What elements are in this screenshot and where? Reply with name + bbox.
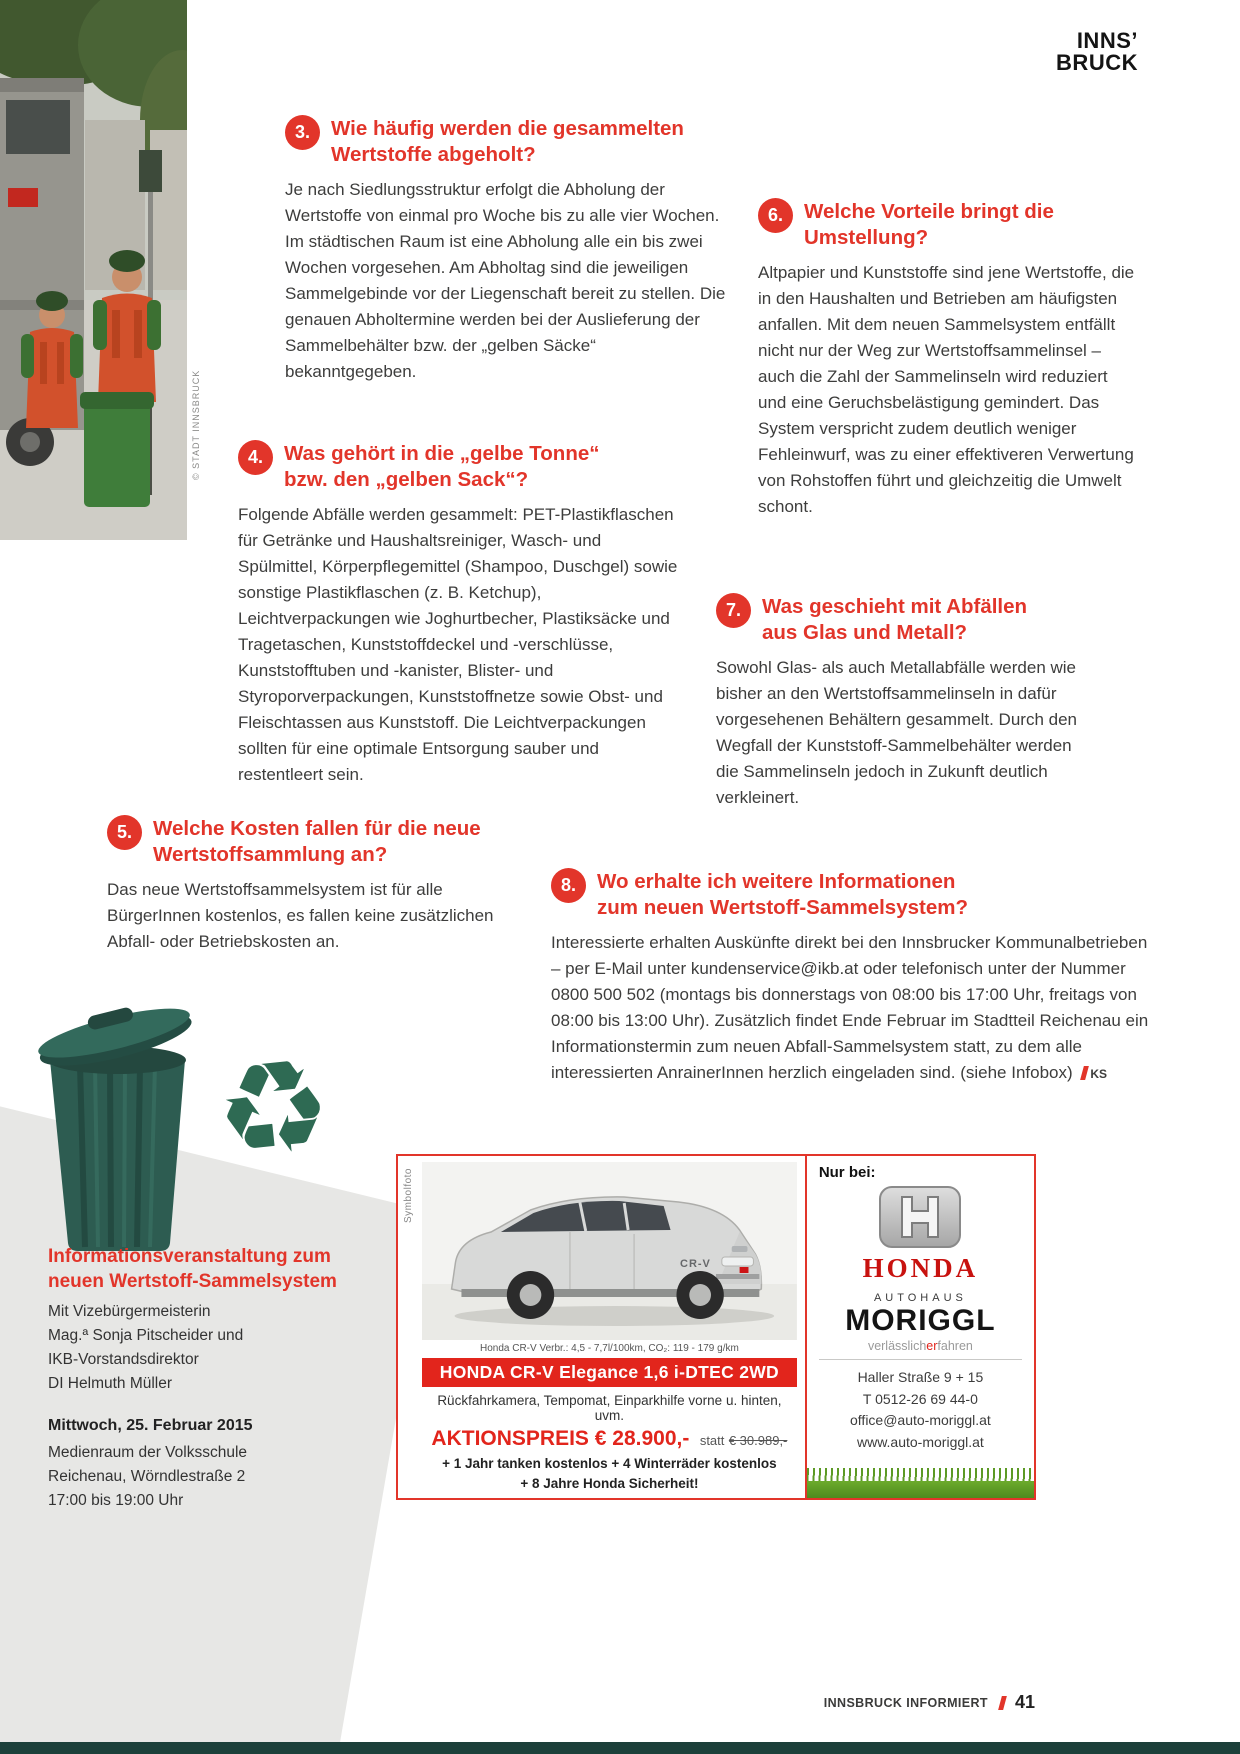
- crv-model-badge: CR-V: [680, 1258, 711, 1270]
- question-title: Welche Vorteile bringt die Umstellung?: [804, 200, 1054, 249]
- question-header: [285, 115, 727, 168]
- trash-can-icon: [20, 985, 215, 1260]
- question-header: [551, 868, 1151, 921]
- question-number: 4.: [247, 447, 263, 467]
- action-price: AKTIONSPREIS € 28.900,-: [431, 1427, 690, 1450]
- bonus-line-1: + 1 Jahr tanken kostenlos + 4 Winterräder kostenlos: [442, 1456, 777, 1471]
- question-answer: Das neue Wertstoffsammelsystem ist für alle BürgerInnen kostenlos, es fallen keine zusätzlichen Abfall- oder Betriebskosten an.: [107, 879, 494, 951]
- question-answer: Je nach Siedlungsstruktur erfolgt die Abholung der Wertstoffe von einmal pro Woche bis zu alle vier Wochen. Im städtischen Raum ist eine Abholung alle ein bis zwei Wochen vorgesehen. Am Abholtag sind die jeweiligen Sammelgebinde vor der Liegenschaft bereit zu stellen. Die genauen Abholtermine werden bei der Auslieferung der Sammelbehälter bzw. der „gelben Säcke“ bekanntgegeben.: [285, 179, 726, 381]
- infobox-location: Medienraum der Volksschule: [48, 1444, 248, 1462]
- magazine-logo: [1056, 30, 1138, 74]
- price-statt-label: statt: [699, 1433, 725, 1448]
- ad-car-section: [398, 1156, 805, 1498]
- dealer-slogan: verlässlicherfahren: [819, 1339, 1022, 1360]
- dealer-name: MORIGGL: [845, 1304, 996, 1337]
- dealer-email: office@auto-moriggl.at: [850, 1412, 991, 1429]
- magazine-logo-line1: INNS’: [1076, 28, 1138, 53]
- author-initials: KS: [1090, 1066, 1108, 1081]
- nur-bei-label: Nur bei:: [818, 1164, 876, 1181]
- question-header: [107, 815, 507, 868]
- question-title: Was gehört in die „gelbe Tonne“ bzw. den „gelben Sack“?: [284, 442, 600, 491]
- honda-h-logo-icon: [878, 1185, 962, 1249]
- question-title: Welche Kosten fallen für die neue Wertstoffsammlung an?: [153, 817, 481, 866]
- question-number: 6.: [767, 205, 783, 225]
- dealer-website: www.auto-moriggl.at: [856, 1434, 984, 1451]
- faq-question-8: [551, 868, 1151, 1086]
- honda-wordmark: HONDA: [862, 1253, 979, 1283]
- footer-magazine-name: INNSBRUCK INFORMIERT: [823, 1695, 988, 1710]
- faq-question-4: [238, 440, 680, 788]
- infobox: [48, 1245, 378, 1513]
- red-slash-icon: [998, 1696, 1007, 1710]
- page-footer: [824, 1692, 1035, 1713]
- infobox-title: Informationsveranstaltung zum neuen Wertstoff-Sammelsystem: [48, 1246, 337, 1292]
- question-answer: Altpapier und Kunststoffe sind jene Wertstoffe, die in den Haushalten und Betrieben am häufigsten anfallen. Mit dem neuen Sammelsystem entfällt nicht nur der Weg zur Wertstoffsammelinsel – auch die Zahl der Sammelinseln wird reduziert und eine Geruchsbelästigung gemindert. Das System verspricht zudem deutlich weniger Fehleinwurf, was zu einer effektiveren Verwertung von Rohstoffen führt und gleichzeitig die Umwelt schont.: [758, 262, 1135, 516]
- infobox-location: Reichenau, Wörndlestraße 2: [48, 1468, 246, 1486]
- dealer-phone: T 0512-26 69 44-0: [862, 1390, 978, 1407]
- question-number-badge: [285, 115, 320, 150]
- question-number: 5.: [116, 822, 132, 842]
- page-number: 41: [1014, 1692, 1035, 1712]
- question-answer: Folgende Abfälle werden gesammelt: PET-Plastikflaschen für Getränke und Haushaltsreiniger, Wasch- und Spülmittel, Körperpflegemittel (Shampoo, Duschgel) sowie sonstige Plastikflaschen (z. B. Ketchup), Leichtverpackungen wie Joghurtbecher, Plastiksäcke und Tragetaschen, Kunststoffdeckel und -verschlüsse, Kunststofftuben und -kanister, Blister- und Styroporverpackungen, Kunststoffnetze sowie Obst- und Fleischtassen aus Kunststoff. Die Leichtverpackungen sollten für eine optimale Entsorgung sauber und restentleert sein.: [238, 504, 678, 784]
- old-price: € 30.989,-: [728, 1433, 788, 1448]
- dealer-address: Haller Straße 9 + 15: [857, 1369, 984, 1385]
- price-row: [422, 1427, 797, 1451]
- ad-dealer-section: [805, 1156, 1034, 1498]
- answer-text: Interessierte erhalten Auskünfte direkt bei den Innsbrucker Kommunalbetrieben – per E-Mail unter kundenservice@ikb.at oder telefonisch unter der Nummer 0800 500 502 (montags bis donnerstags von 08:00 bis 17:00 Uhr, freitags von 08:00 bis 13:00 Uhr). Zusätzlich findet Ende Februar im Stadtteil Reichenau ein Informationstermin zum neuen Abfall-Sammelsystem statt, zu dem alle interessierten AnrainerInnen herzlich eingeladen sind. (siehe Infobox): [551, 932, 1149, 1082]
- question-number-badge: [107, 815, 142, 850]
- slogan-er-highlight: er: [926, 1339, 938, 1353]
- question-number-badge: [238, 440, 273, 475]
- question-answer: Sowohl Glas- als auch Metallabfälle werden wie bisher an den Wertstoffsammelinseln in dafür vorgesehenen Behältern gesammelt. Durch den Wegfall der Kunststoff-Sammelbehälter werden die Sammelinseln jedoch in Zukunft deutlich verkleinert.: [716, 657, 1077, 807]
- faq-question-3: [285, 115, 727, 385]
- question-number-badge: [551, 868, 586, 903]
- infobox-line: IKB-Vorstandsdirektor: [48, 1351, 199, 1369]
- car-photo: [422, 1162, 797, 1340]
- bonus-line-2: + 8 Jahre Honda Sicherheit!: [520, 1475, 699, 1491]
- faq-question-7: [716, 593, 1098, 811]
- question-number: 8.: [560, 875, 576, 895]
- infobox-line: DI Helmuth Müller: [48, 1375, 173, 1393]
- question-number-badge: [716, 593, 751, 628]
- question-number: 7.: [725, 600, 741, 620]
- autohaus-label: AUTOHAUS: [873, 1292, 967, 1304]
- recycle-icon: ♻: [208, 1029, 339, 1190]
- honda-advertisement: [396, 1154, 1036, 1500]
- magazine-logo-line2: BRUCK: [1056, 50, 1138, 75]
- feature-list: Rückfahrkamera, Tempomat, Einparkhilfe vorne u. hinten, uvm.: [437, 1393, 782, 1423]
- model-name-bar: HONDA CR-V Elegance 1,6 i-DTEC 2WD: [422, 1358, 797, 1387]
- fuel-consumption-note: Honda CR-V Verbr.: 4,5 - 7,7l/100km, CO₂: 119 - 179 g/km: [479, 1343, 739, 1354]
- question-title: Was geschieht mit Abfällen aus Glas und Metall?: [762, 595, 1028, 644]
- faq-question-6: [758, 198, 1136, 520]
- grass-decoration: [807, 1468, 1034, 1498]
- question-header: [758, 198, 1136, 251]
- question-number-badge: [758, 198, 793, 233]
- photo-credit: © STADT INNSBRUCK: [191, 369, 201, 480]
- red-slash-icon: [1081, 1066, 1090, 1080]
- dealer-contact: [819, 1367, 1022, 1454]
- question-header: [238, 440, 680, 493]
- question-number: 3.: [294, 122, 310, 142]
- infobox-date: Mittwoch, 25. Februar 2015: [48, 1417, 253, 1435]
- bottom-bar: [0, 1742, 1240, 1754]
- car-illustration: [422, 1162, 797, 1340]
- question-title: Wie häufig werden die gesammelten Wertstoffe abgeholt?: [331, 117, 684, 166]
- waste-collectors-photo: [0, 0, 187, 540]
- infobox-line: Mit Vizebürgermeisterin: [48, 1303, 211, 1321]
- faq-question-5: [107, 815, 507, 955]
- symbolfoto-label: Symbolfoto: [403, 1168, 414, 1224]
- infobox-line: Mag.ª Sonja Pitscheider und: [48, 1327, 244, 1345]
- question-title: Wo erhalte ich weitere Informationen zum neuen Wertstoff-Sammelsystem?: [597, 870, 968, 919]
- infobox-time: 17:00 bis 19:00 Uhr: [48, 1492, 184, 1510]
- question-header: [716, 593, 1098, 646]
- waste-collectors-photo-illustration: [0, 0, 187, 540]
- question-answer: [551, 930, 1151, 1086]
